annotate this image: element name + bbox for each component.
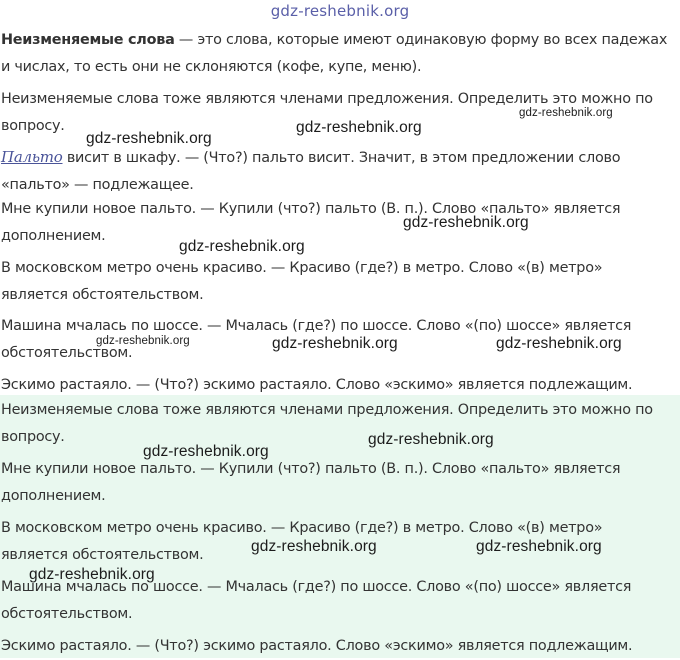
section2-lead — [1, 397, 677, 450]
watermark: gdz-reshebnik.org — [96, 335, 190, 347]
example-kupili — [1, 196, 677, 249]
example-shosse-line-1: Машина мчалась по шоссе. — Мчалась (где?) по шоссе. Слово «(по) шоссе» является — [1, 318, 632, 334]
example-palto-line-2: «пальто» — подлежащее. — [1, 176, 194, 193]
watermark: gdz-reshebnik.org — [519, 107, 613, 119]
example-palto — [1, 144, 677, 198]
section2-example-kupili — [1, 456, 677, 509]
watermark: gdz-reshebnik.org — [29, 566, 155, 583]
site-header-link[interactable]: gdz-reshebnik.org — [270, 2, 410, 20]
watermark: gdz-reshebnik.org — [143, 443, 269, 460]
watermark: gdz-reshebnik.org — [476, 538, 602, 555]
example-metro — [1, 255, 677, 308]
watermark: gdz-reshebnik.org — [179, 238, 305, 255]
watermark: gdz-reshebnik.org — [251, 538, 377, 555]
section2-lead-line-2: вопросу. — [1, 428, 65, 445]
example-shosse-line-2: обстоятельством. — [1, 344, 133, 361]
section1-lead-line-1: Неизменяемые слова тоже являются членами предложения. Определить это можно по — [1, 91, 653, 107]
watermark: gdz-reshebnik.org — [272, 335, 398, 352]
watermark: gdz-reshebnik.org — [368, 431, 494, 448]
section2-example-shosse-line-2: обстоятельством. — [1, 605, 133, 622]
intro-term: Неизменяемые слова — [1, 32, 175, 48]
section2-example-metro-line-1: В московском метро очень красиво. — Красиво (где?) в метро. Слово «(в) метро» — [1, 520, 603, 536]
intro-paragraph — [1, 27, 677, 80]
example-kupili-line-2: дополнением. — [1, 227, 106, 244]
example-palto-text: висит в шкафу. — (Что?) пальто висит. Значит, в этом предложении слово — [62, 150, 621, 166]
section2-example-eskimo-line-1: Эскимо растаяло. — (Что?) эскимо растаяло. Слово «эскимо» является подлежащим. — [1, 638, 633, 654]
section2-example-shosse-line-1: Машина мчалась по шоссе. — Мчалась (где?) по шоссе. Слово «(по) шоссе» является — [1, 579, 632, 595]
watermark: gdz-reshebnik.org — [403, 214, 529, 231]
example-metro-line-1: В московском метро очень красиво. — Красиво (где?) в метро. Слово «(в) метро» — [1, 260, 603, 276]
watermark: gdz-reshebnik.org — [296, 119, 422, 136]
section2-example-kupili-line-2: дополнением. — [1, 487, 106, 504]
section2-lead-line-1: Неизменяемые слова тоже являются членами предложения. Определить это можно по — [1, 402, 653, 418]
handwritten-word-palto: Пальто — [1, 148, 63, 166]
example-kupili-line-1: Мне купили новое пальто. — Купили (что?) пальто (В. п.). Слово «пальто» является — [1, 201, 621, 217]
watermark: gdz-reshebnik.org — [496, 335, 622, 352]
section2-example-kupili-line-1: Мне купили новое пальто. — Купили (что?) пальто (В. п.). Слово «пальто» является — [1, 461, 621, 477]
section2-example-eskimo — [1, 633, 677, 660]
example-eskimo-line-1: Эскимо растаяло. — (Что?) эскимо растаяло. Слово «эскимо» является подлежащим. — [1, 377, 633, 393]
example-metro-line-2: является обстоятельством. — [1, 286, 204, 303]
intro-line-2: и числах, то есть они не склоняются (кофе, купе, меню). — [1, 58, 422, 75]
section1-lead-line-2: вопросу. — [1, 117, 65, 134]
intro-definition: — это слова, которые имеют одинаковую форму во всех падежах — [174, 32, 668, 48]
watermark: gdz-reshebnik.org — [86, 130, 212, 147]
section2-example-metro-line-2: является обстоятельством. — [1, 546, 204, 563]
